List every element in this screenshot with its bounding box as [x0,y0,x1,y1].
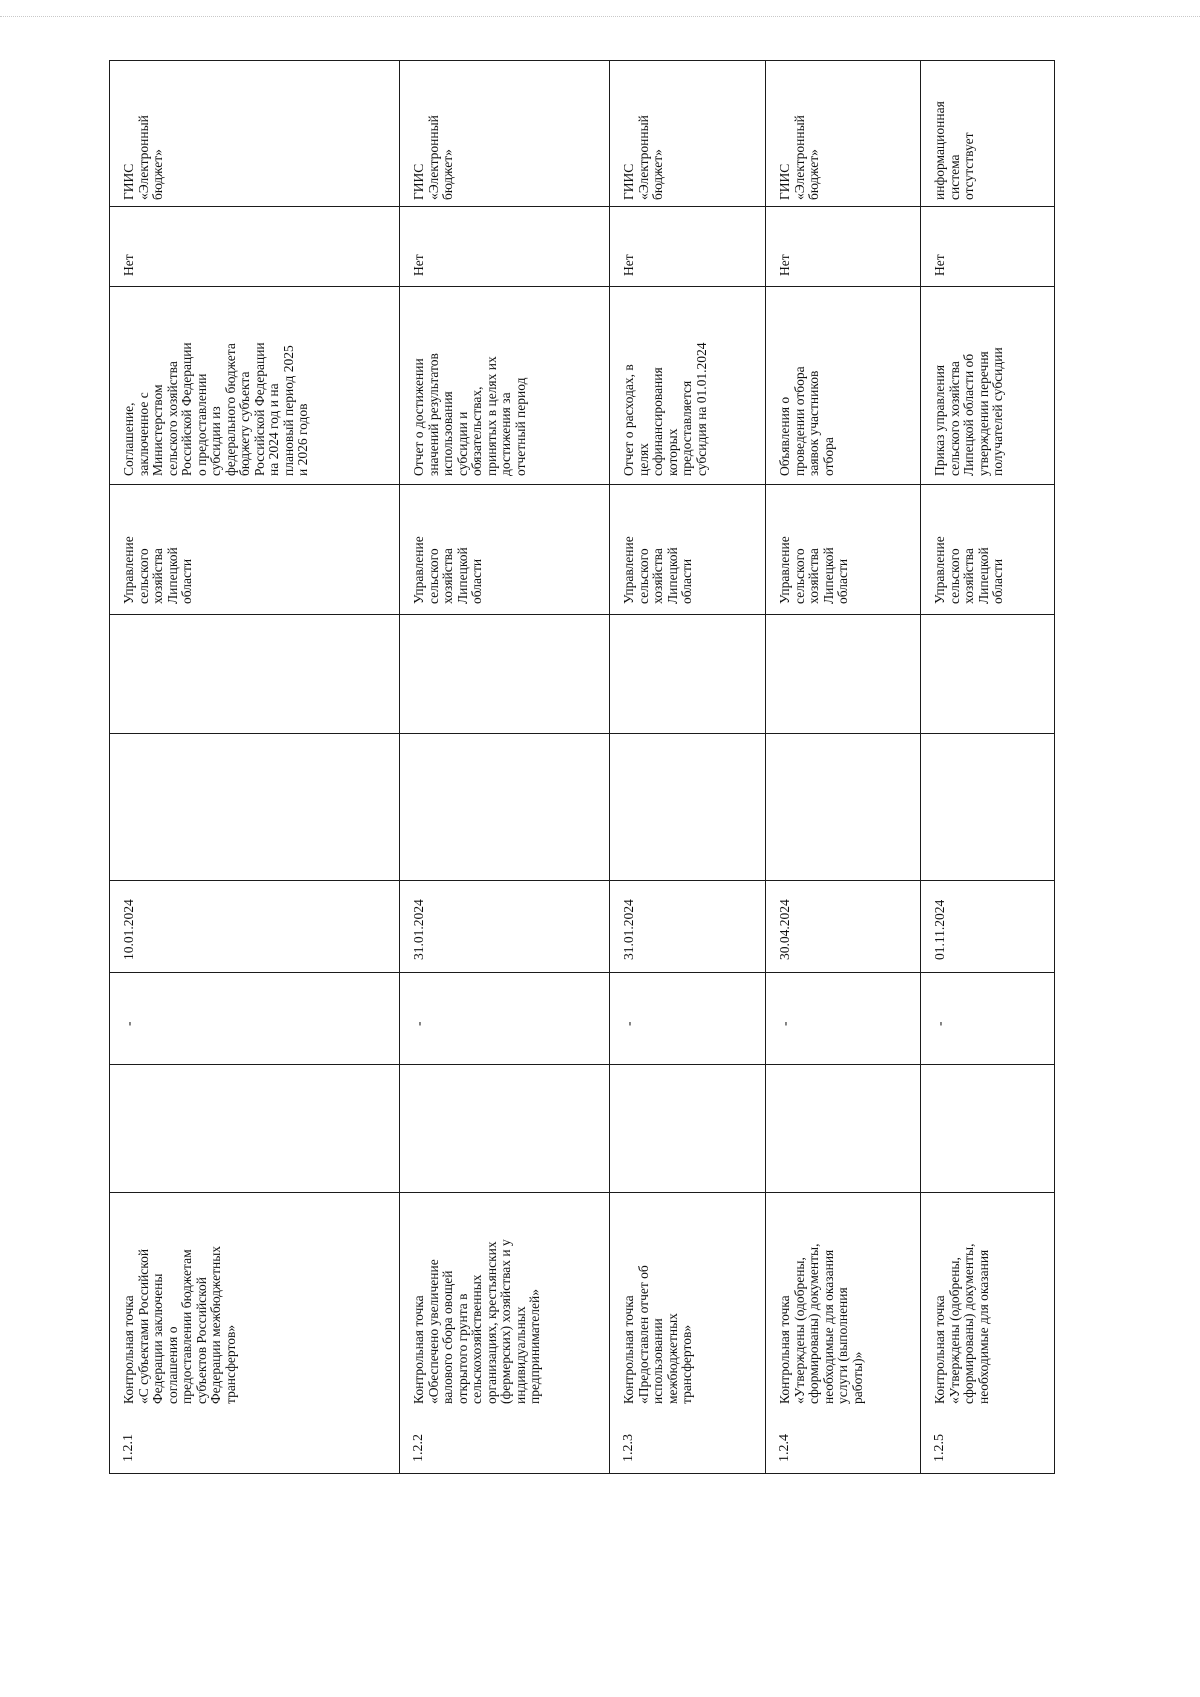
responsible: Управление сельского хозяйства Липецкой области [121,536,194,604]
flag: Нет [621,254,636,276]
document: Соглашение, заключенное с Министерством сельского хозяйства Российской Федерации о предоставлении субсидии из федерального бюджета бюджету субъекта Российской Федерации на 2024 год и на плановый период 2025 и 2026 годов [121,342,310,476]
control-point-name: Контрольная точка «Предоставлен отчет об использовании межбюджетных трансфертов» [621,1265,694,1404]
information-system: ГИИС «Электронный бюджет» [621,115,665,200]
row-number: 1.2.3 [621,1434,636,1462]
column-separator [109,1192,1055,1193]
control-point-name: Контрольная точка «Обеспечено увеличение валового сбора овощей открытого грунта в сельскохозяйственных организациях, крестьянских (фермерских) хозяйствах и у индивидуальных предпринимателей» [411,1239,542,1404]
information-system: ГИИС «Электронный бюджет» [121,115,165,200]
column-separator [109,733,1055,734]
type-mark: - [777,1021,792,1026]
row-separator [609,60,610,1473]
due-date: 31.01.2024 [621,899,636,960]
flag: Нет [121,254,136,276]
document: Отчет о достижении значений результатов использования субсидии и обязательствах, принятых в целях их достижения за отчетный период [411,353,528,476]
document: Приказ управления сельского хозяйства Липецкой области об утверждении перечня получателей субсидии [932,347,1005,476]
row-separator [920,60,921,1473]
due-date: 01.11.2024 [932,899,947,960]
column-separator [109,206,1055,207]
row-number: 1.2.2 [411,1434,426,1462]
control-point-name: Контрольная точка «С субъектами Российской Федерации заключены соглашения о предоставлении бюджетам субъектов Российской Федерации межбюджетных трансфертов» [121,1245,238,1404]
flag: Нет [777,254,792,276]
row-number: 1.2.1 [121,1434,136,1462]
control-point-name: Контрольная точка «Утверждены (одобрены, сформированы) документы, необходимые для оказания услуги (выполнения работы)» [777,1243,865,1404]
information-system: ГИИС «Электронный бюджет» [411,115,455,200]
type-mark: - [621,1021,636,1026]
responsible: Управление сельского хозяйства Липецкой области [411,536,484,604]
information-system: ГИИС «Электронный бюджет» [777,115,821,200]
document: Объявления о проведении отбора заявок участников отбора [777,366,836,476]
column-separator [109,1064,1055,1065]
type-mark: - [411,1021,426,1026]
table-border-bottom [109,1473,1055,1474]
column-separator [109,484,1055,485]
due-date: 31.01.2024 [411,899,426,960]
table-border-right [1054,60,1055,1473]
row-separator [765,60,766,1473]
information-system: информационная система отсутствует [932,101,976,200]
row-separator [399,60,400,1473]
due-date: 30.04.2024 [777,899,792,960]
responsible: Управление сельского хозяйства Липецкой области [932,536,1005,604]
row-number: 1.2.4 [777,1434,792,1462]
column-separator [109,614,1055,615]
type-mark: - [121,1021,136,1026]
responsible: Управление сельского хозяйства Липецкой области [777,536,850,604]
responsible: Управление сельского хозяйства Липецкой области [621,536,694,604]
column-separator [109,880,1055,881]
type-mark: - [932,1021,947,1026]
flag: Нет [932,254,947,276]
table-border-left [109,60,110,1473]
flag: Нет [411,254,426,276]
control-point-name: Контрольная точка «Утверждены (одобрены, сформированы) документы, необходимые для оказания [932,1243,991,1404]
table-border-top [109,60,1055,61]
document: Отчет о расходах, в целях софинансирования которых предоставляется субсидия на 01.01.2024 [621,342,709,476]
row-number: 1.2.5 [932,1434,947,1462]
due-date: 10.01.2024 [121,899,136,960]
column-separator [109,972,1055,973]
